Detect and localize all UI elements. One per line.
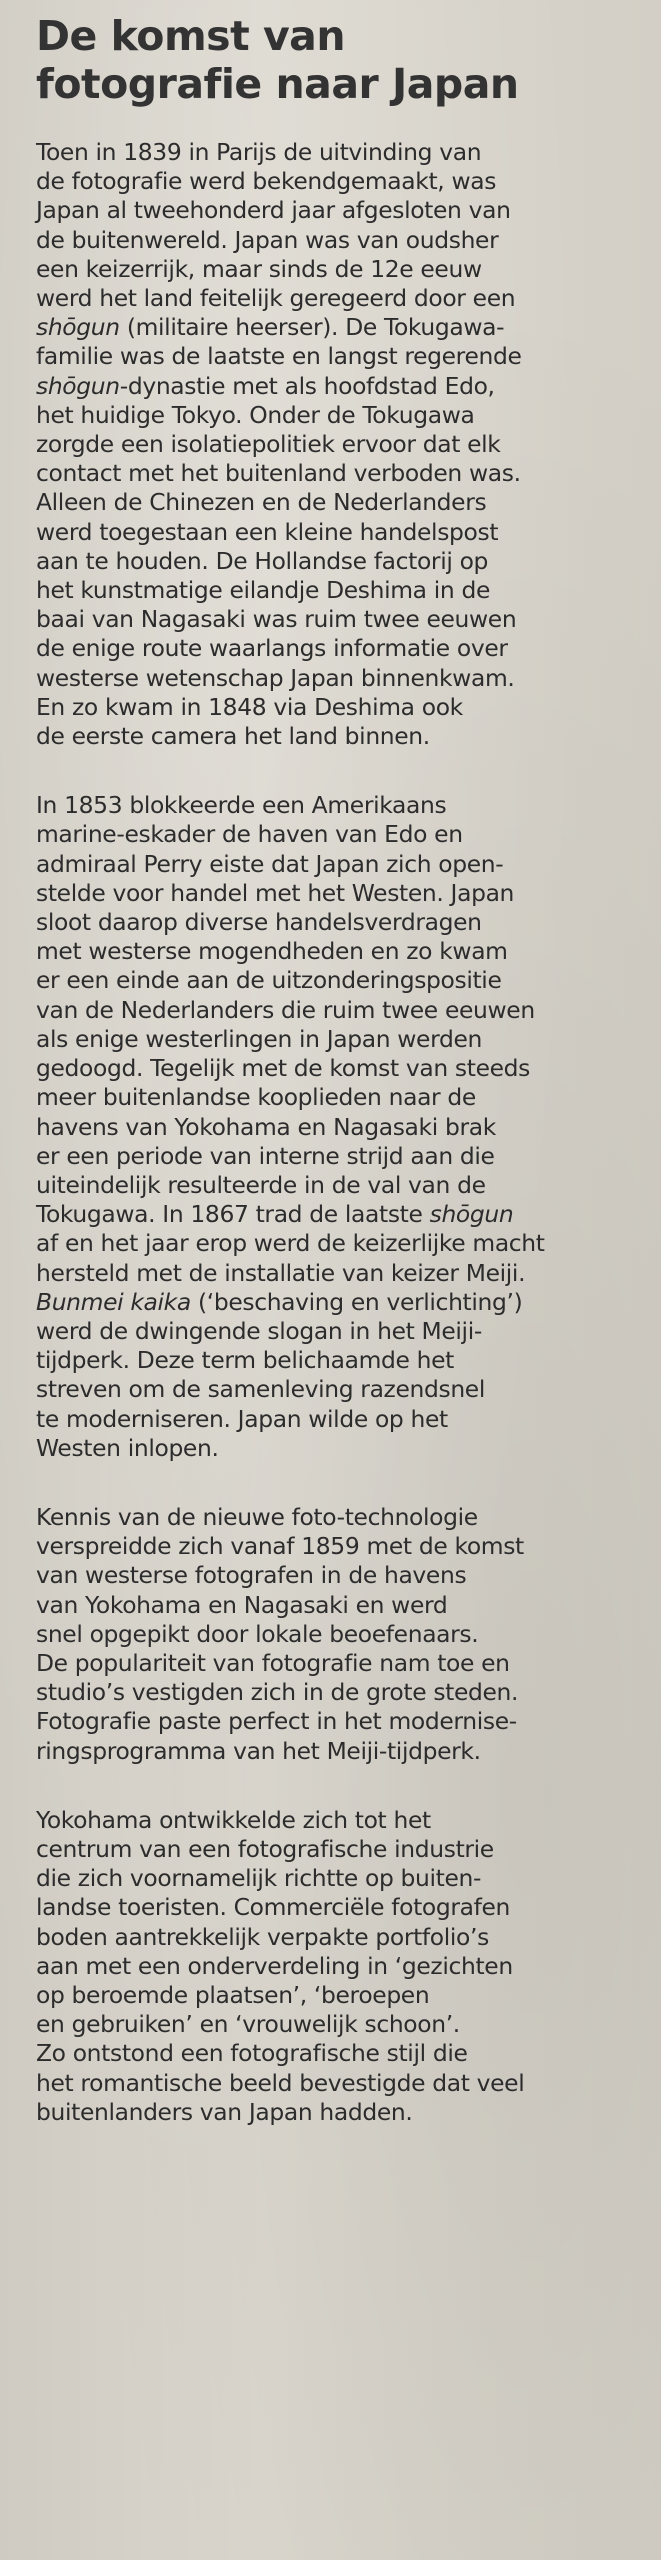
paragraph-4 bbox=[36, 1806, 635, 2127]
italic-term: shōgun bbox=[429, 1200, 514, 1229]
text-line: een keizerrijk, maar sinds de 12e eeuw bbox=[36, 254, 482, 283]
text-line: verspreidde zich vanaf 1859 met de komst bbox=[36, 1532, 524, 1561]
text-line: hersteld met de installatie van keizer Meiji. bbox=[36, 1258, 526, 1287]
paragraph-1 bbox=[36, 138, 635, 751]
text-line: Fotografie paste perfect in het modernise- bbox=[36, 1707, 517, 1736]
text-line: van Yokohama en Nagasaki en werd bbox=[36, 1590, 448, 1619]
text-line: aan te houden. De Hollandse factorij op bbox=[36, 546, 489, 575]
text-line: van de Nederlanders die ruim twee eeuwen bbox=[36, 995, 535, 1024]
text-line: boden aantrekkelijk verpakte portfolio’s bbox=[36, 1922, 489, 1951]
text-line: In 1853 blokkeerde een Amerikaans bbox=[36, 791, 447, 820]
text-line: gedoogd. Tegelijk met de komst van steeds bbox=[36, 1054, 531, 1083]
text-line: streven om de samenleving razendsnel bbox=[36, 1375, 485, 1404]
text-line: op beroemde plaatsen’, ‘beroepen bbox=[36, 1980, 430, 2009]
text-line: er een einde aan de uitzonderingspositie bbox=[36, 966, 502, 995]
text-line: de eerste camera het land binnen. bbox=[36, 722, 430, 751]
text-line: als enige westerlingen in Japan werden bbox=[36, 1024, 482, 1053]
text-line: buitenlanders van Japan hadden. bbox=[36, 2097, 413, 2126]
text-line: werd de dwingende slogan in het Meiji- bbox=[36, 1316, 482, 1345]
text-line: het huidige Tokyo. Onder de Tokugawa bbox=[36, 400, 475, 429]
text-line: het kunstmatige eilandje Deshima in de bbox=[36, 576, 490, 605]
text-line: sloot daarop diverse handelsverdragen bbox=[36, 908, 482, 937]
panel-title-line-1: De komst van bbox=[36, 12, 346, 60]
text-line: havens van Yokohama en Nagasaki brak bbox=[36, 1112, 496, 1141]
text-line: De populariteit van fotografie nam toe en bbox=[36, 1648, 510, 1677]
italic-term: Bunmei kaika bbox=[36, 1287, 191, 1316]
text-line: te moderniseren. Japan wilde op het bbox=[36, 1404, 448, 1433]
text-line: stelde voor handel met het Westen. Japan bbox=[36, 878, 515, 907]
panel-body bbox=[36, 138, 635, 2127]
text-line: En zo kwam in 1848 via Deshima ook bbox=[36, 692, 463, 721]
text-line: werd het land feitelijk geregeerd door een bbox=[36, 284, 516, 313]
paragraph-3 bbox=[36, 1503, 635, 1766]
panel-title-line-2: fotografie naar Japan bbox=[36, 60, 519, 108]
italic-term: shōgun bbox=[36, 371, 120, 400]
text-line: Alleen de Chinezen en de Nederlanders bbox=[36, 488, 487, 517]
text-line: van westerse fotografen in de havens bbox=[36, 1561, 467, 1590]
text-line: ringsprogramma van het Meiji-tijdperk. bbox=[36, 1736, 481, 1765]
text-line: zorgde een isolatiepolitiek ervoor dat elk bbox=[36, 430, 501, 459]
text-line: de fotografie werd bekendgemaakt, was bbox=[36, 167, 497, 196]
text-line: Bunmei kaika (‘beschaving en verlichting’) bbox=[36, 1287, 523, 1316]
text-line: westerse wetenschap Japan binnenkwam. bbox=[36, 663, 515, 692]
text-line: die zich voornamelijk richtte op buiten- bbox=[36, 1864, 482, 1893]
text-line: Toen in 1839 in Parijs de uitvinding van bbox=[36, 138, 482, 166]
text-line: en gebruiken’ en ‘vrouwelijk schoon’. bbox=[36, 2010, 460, 2039]
text-line: Zo ontstond een fotografische stijl die bbox=[36, 2039, 468, 2068]
text-line: Yokohama ontwikkelde zich tot het bbox=[36, 1805, 431, 1834]
text-line: uiteindelijk resulteerde in de val van de bbox=[36, 1170, 486, 1199]
text-line: marine-eskader de haven van Edo en bbox=[36, 820, 463, 849]
text-line: tijdperk. Deze term belichaamde het bbox=[36, 1346, 454, 1375]
text-line: de enige route waarlangs informatie over bbox=[36, 634, 508, 663]
text-line: contact met het buitenland verboden was. bbox=[36, 459, 521, 488]
text-line: studio’s vestigden zich in de grote steden. bbox=[36, 1678, 519, 1707]
text-line: Tokugawa. In 1867 trad de laatste shōgun bbox=[36, 1200, 514, 1229]
italic-term: shōgun bbox=[36, 313, 120, 342]
text-line: het romantische beeld bevestigde dat veel bbox=[36, 2068, 525, 2097]
text-line: shōgun-dynastie met als hoofdstad Edo, bbox=[36, 371, 495, 400]
text-line: admiraal Perry eiste dat Japan zich open- bbox=[36, 849, 504, 878]
text-line: Kennis van de nieuwe foto-technologie bbox=[36, 1502, 478, 1531]
text-line: familie was de laatste en langst regerende bbox=[36, 342, 522, 371]
text-line: shōgun (militaire heerser). De Tokugawa- bbox=[36, 313, 505, 342]
text-line: er een periode van interne strijd aan die bbox=[36, 1141, 495, 1170]
text-line: baai van Nagasaki was ruim twee eeuwen bbox=[36, 605, 517, 634]
text-line: centrum van een fotografische industrie bbox=[36, 1834, 494, 1863]
text-line: landse toeristen. Commerciële fotografen bbox=[36, 1893, 511, 1922]
text-line: met westerse mogendheden en zo kwam bbox=[36, 937, 508, 966]
text-line: snel opgepikt door lokale beoefenaars. bbox=[36, 1619, 479, 1648]
text-line: de buitenwereld. Japan was van oudsher bbox=[36, 225, 499, 254]
text-line: af en het jaar erop werd de keizerlijke macht bbox=[36, 1229, 545, 1258]
panel-title bbox=[36, 12, 635, 108]
text-line: Westen inlopen. bbox=[36, 1433, 219, 1462]
text-line: werd toegestaan een kleine handelspost bbox=[36, 517, 499, 546]
paragraph-2 bbox=[36, 791, 635, 1463]
text-line: aan met een onderverdeling in ‘gezichten bbox=[36, 1951, 513, 1980]
text-line: meer buitenlandse kooplieden naar de bbox=[36, 1083, 476, 1112]
text-line: Japan al tweehonderd jaar afgesloten van bbox=[36, 196, 511, 225]
